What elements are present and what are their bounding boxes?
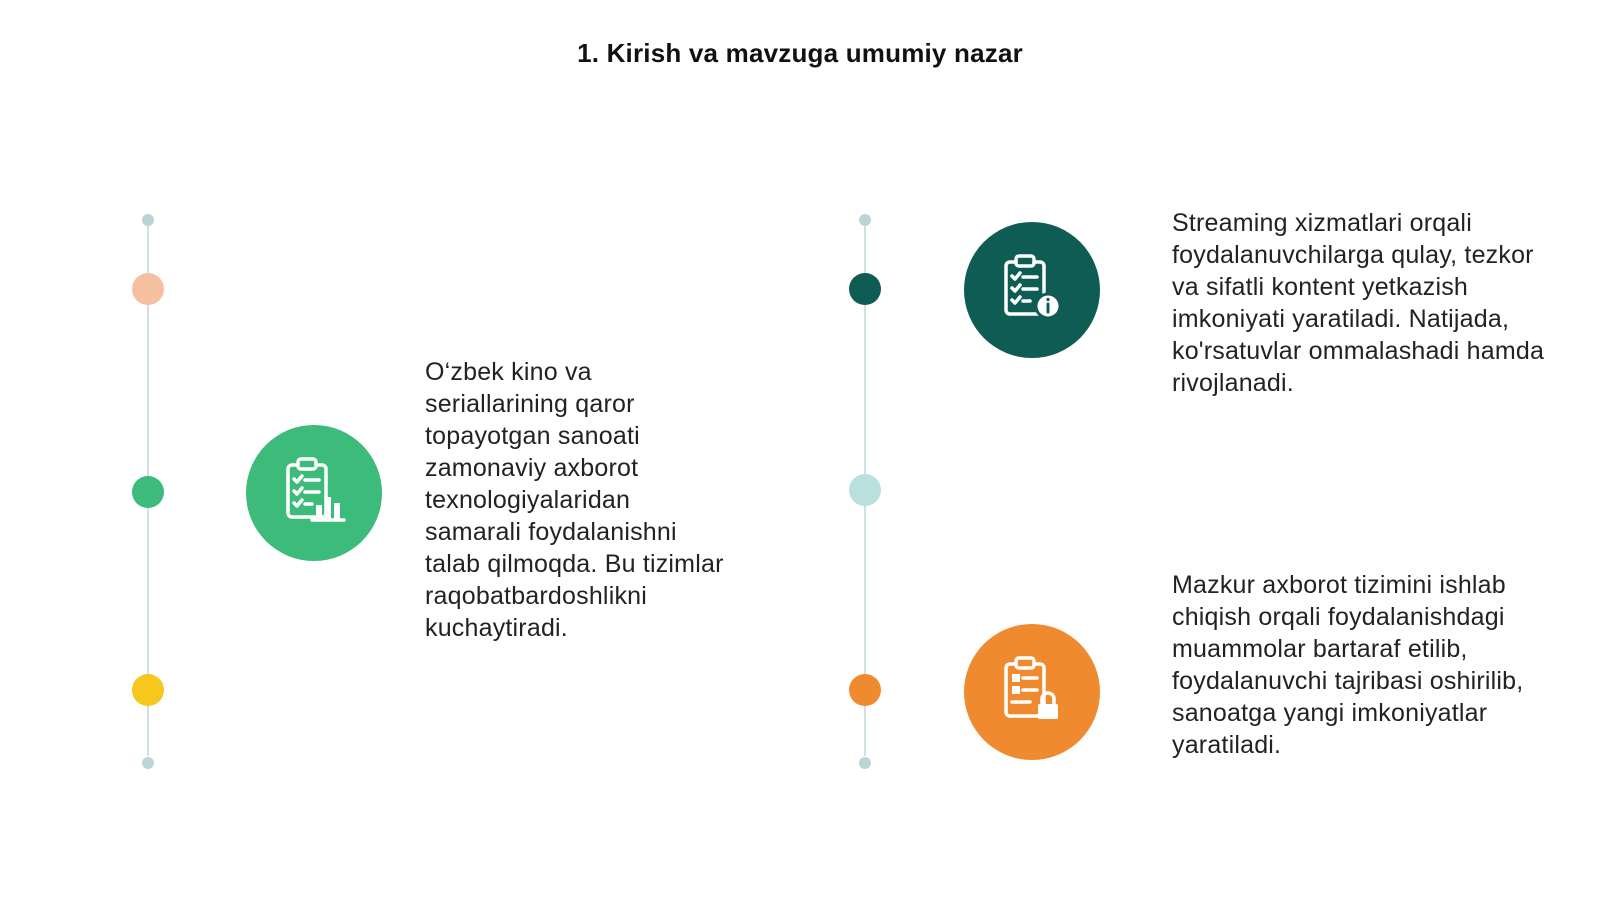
slide-title: 1. Kirish va mavzuga umumiy nazar bbox=[577, 38, 1023, 68]
item-2-text: Streaming xizmatlari orqali foydalanuvchilarga qulay, tezkor va sifatli kontent yetkazish imkoniyati yaratiladi. Natijada, ko'rsatuvlar ommalashadi hamda rivojlanadi. bbox=[1172, 209, 1545, 397]
right-timeline-dot-1 bbox=[849, 273, 881, 305]
right-timeline-dot-3 bbox=[849, 674, 881, 706]
left-timeline-dot-3 bbox=[132, 674, 164, 706]
clipboard-chart-icon bbox=[246, 425, 382, 561]
left-timeline-dot-2 bbox=[132, 476, 164, 508]
right-timeline-end-dot bbox=[859, 757, 871, 769]
left-timeline-end-dot bbox=[142, 757, 154, 769]
item-1-text: O‘zbek kino va seriallarining qaror topayotgan sanoati zamonaviy axborot texnologiyalaridan samarali foydalanishni talab qilmoqda. Bu tizimlar raqobatbardoshlikni kuchaytiradi. bbox=[425, 358, 724, 642]
right-timeline-dot-2 bbox=[849, 474, 881, 506]
clipboard-info-icon bbox=[964, 222, 1100, 358]
left-timeline-dot-1 bbox=[132, 273, 164, 305]
item-3-text: Mazkur axborot tizimini ishlab chiqish orqali foydalanishdagi muammolar bartaraf etilib, foydalanuvchi tajribasi oshirilib, sanoatga yangi imkoniyatlar yaratiladi. bbox=[1172, 571, 1524, 759]
right-timeline-start-dot bbox=[859, 214, 871, 226]
clipboard-lock-icon bbox=[964, 624, 1100, 760]
left-timeline-start-dot bbox=[142, 214, 154, 226]
